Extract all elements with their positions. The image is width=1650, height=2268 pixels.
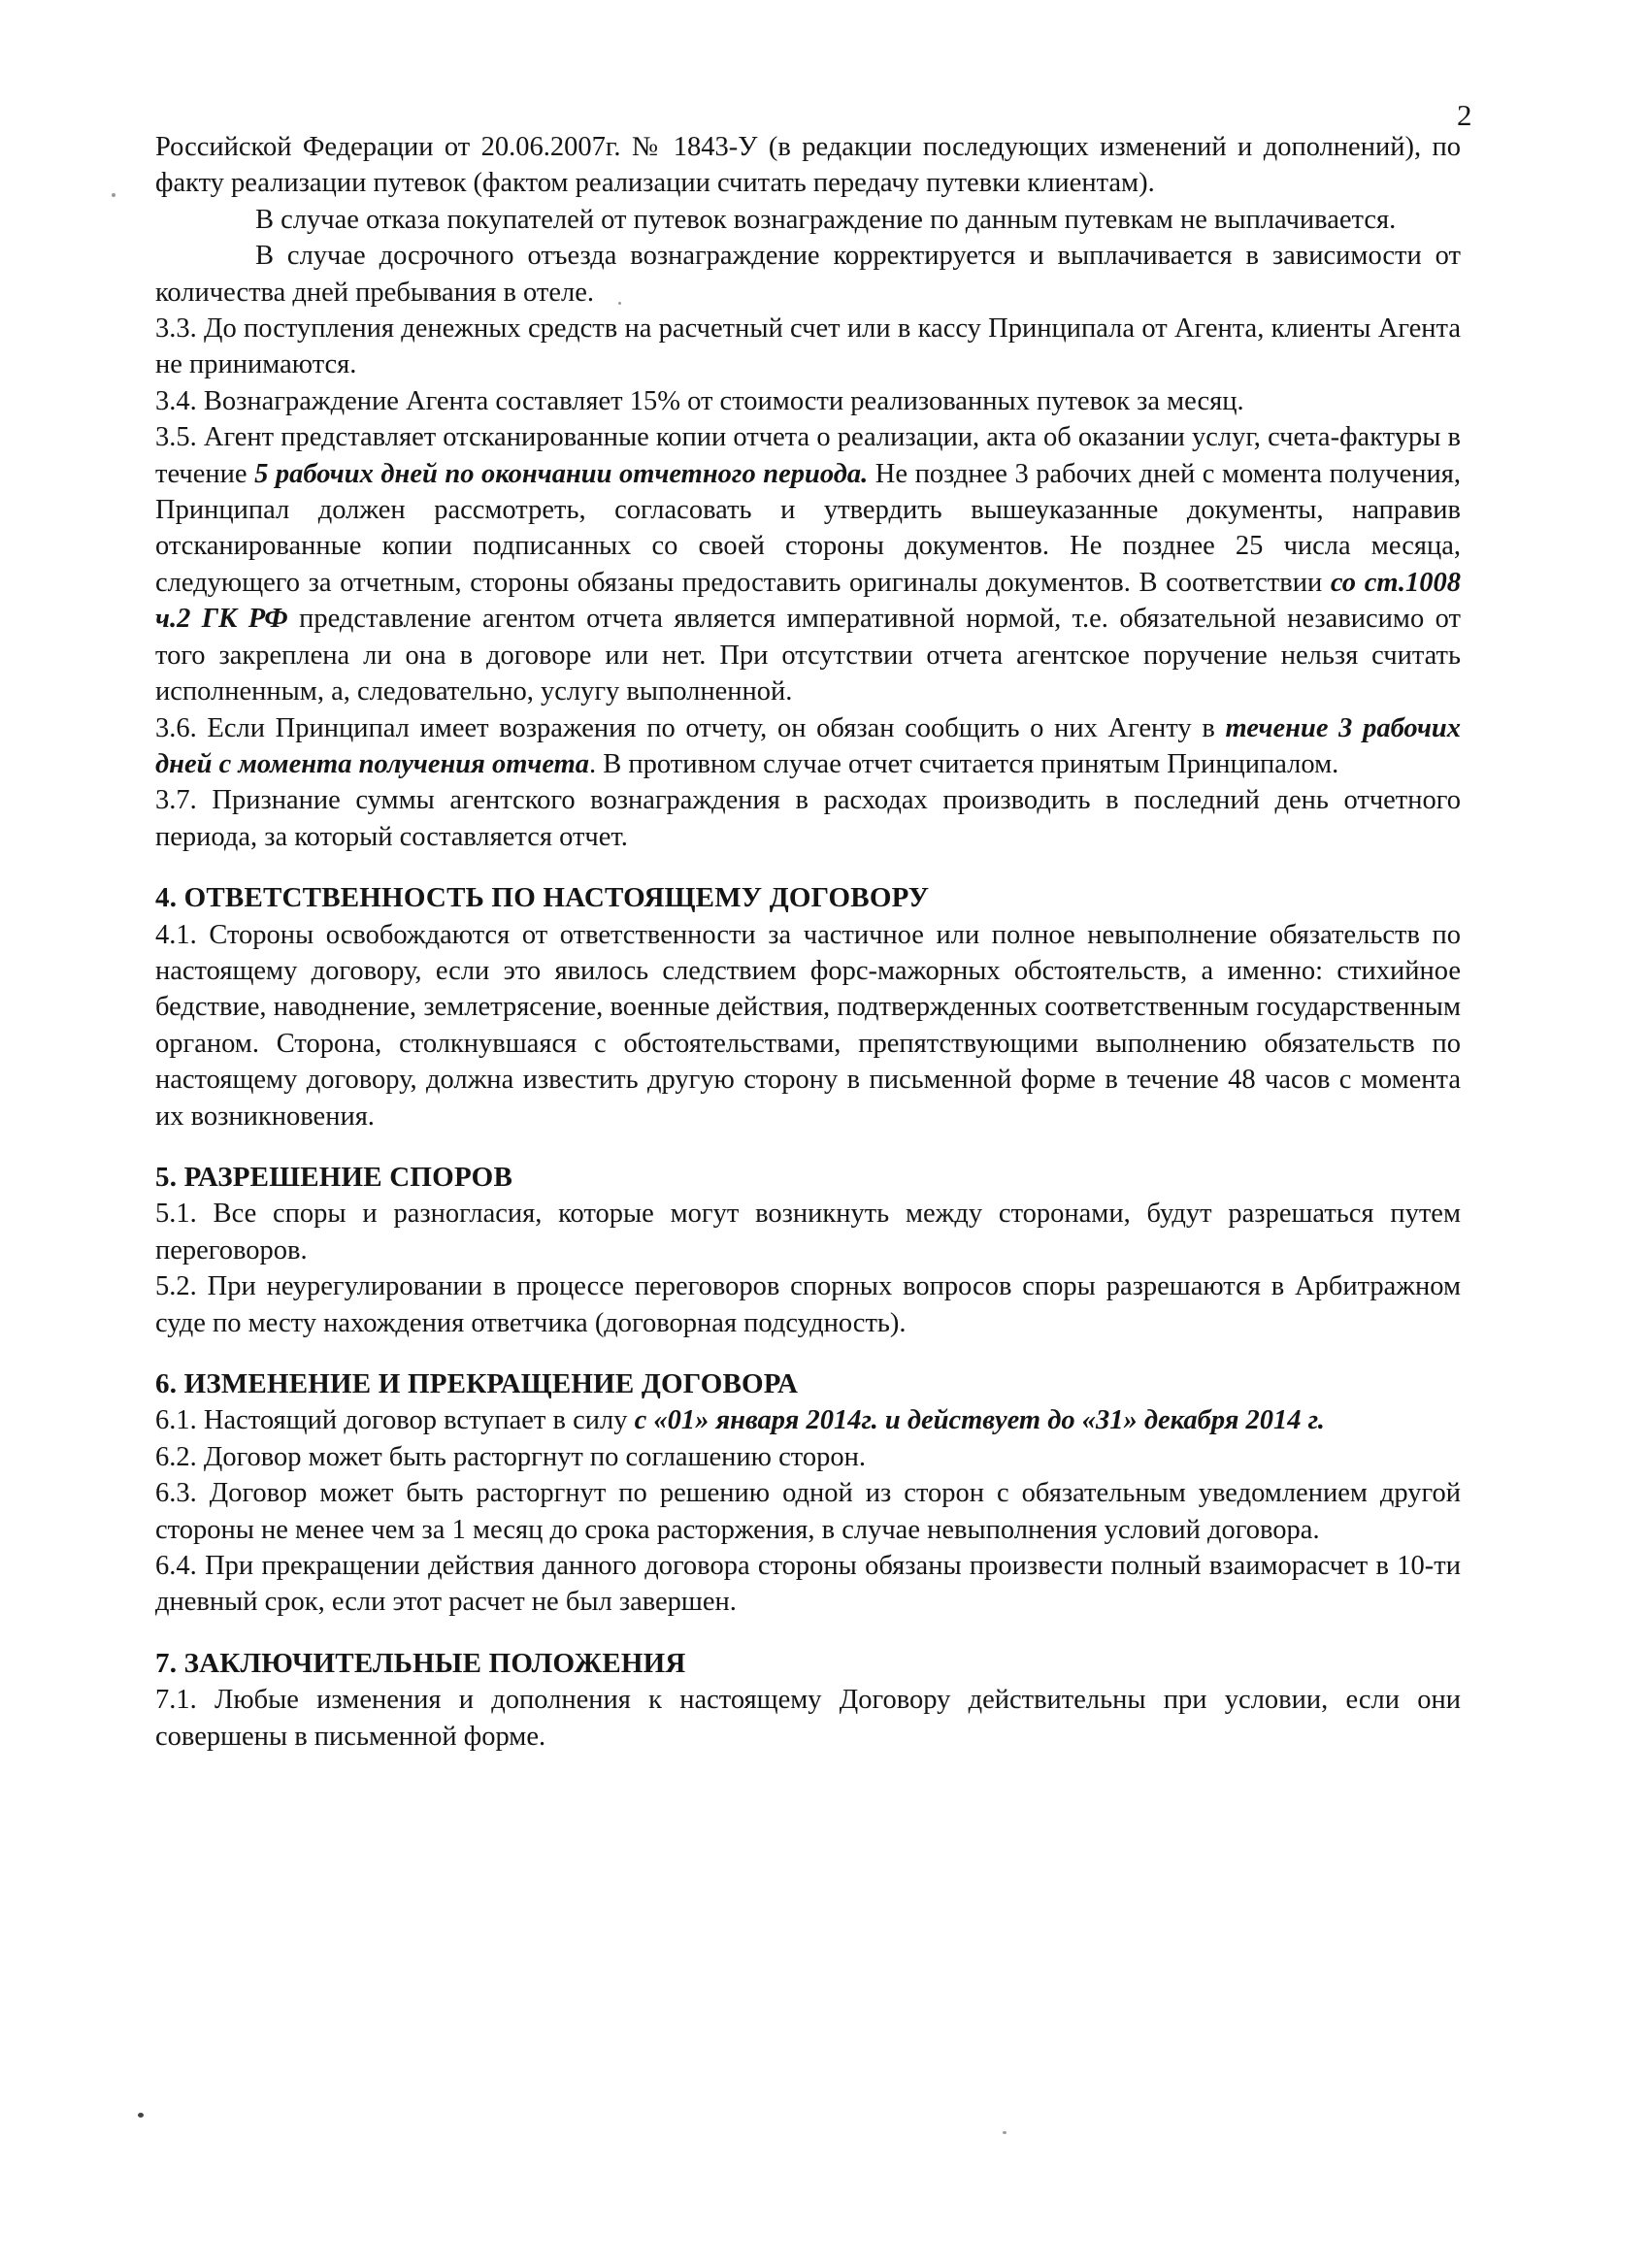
scan-speck (138, 2113, 144, 2118)
section-4-heading: 4. ОТВЕТСТВЕННОСТЬ ПО НАСТОЯЩЕМУ ДОГОВОРУ (155, 882, 930, 914)
text-run: 6.4. При прекращении действия данного договора стороны обязаны произвести полный взаиморасчет в 10-ти дневный срок, если этот расчет не был завершен. (155, 1551, 1461, 1618)
text-run: 3.5. Агент представляет отсканированные копии отчета о реализации, акта об оказании услуг, счета-фактуры в течение (155, 422, 1461, 489)
text-run: 3.7. Признание суммы агентского вознаграждения в расходах производить в последний день отчетного периода, за который составляется отчет. (155, 785, 1461, 852)
text-run: Не позднее 3 рабочих дней с момента получения, Принципал должен рассмотреть, согласовать и утвердить вышеуказанные документы, направив отсканированные копии подписанных со своей стороны документов. Не позднее 25 числа месяца, следующего за отчетным, стороны обязаны предоставить оригиналы документов. В соответствии (155, 458, 1461, 598)
clause-3-4 (155, 383, 1461, 419)
section-6-heading: 6. ИЗМЕНЕНИЕ И ПРЕКРАЩЕНИЕ ДОГОВОРА (155, 1368, 799, 1399)
text-run: 5.2. При неурегулировании в процессе переговоров спорных вопросов споры разрешаются в Арбитражном суде по месту нахождения ответчика (договорная подсудность). (155, 1271, 1461, 1338)
scan-speck (618, 302, 621, 305)
emphasized-text: с «01» января 2014г. и действует до «31» декабря 2014 г. (634, 1405, 1325, 1436)
text-run: представление агентом отчета является императивной нормой, т.е. обязательной независимо от того закреплена ли она в договоре или нет. При отсутствии отчета агентское поручение нельзя считать исполненным, а, следовательно, услугу выполненной. (155, 604, 1461, 707)
emphasized-text: 5 рабочих дней по окончании отчетного периода. (254, 458, 869, 489)
text-run: 6.1. Настоящий договор вступает в силу (155, 1405, 635, 1436)
clause-7-1 (155, 1682, 1461, 1755)
section-7-heading: 7. ЗАКЛЮЧИТЕЛЬНЫЕ ПОЛОЖЕНИЯ (155, 1647, 686, 1679)
text-run: 3.3. До поступления денежных средств на расчетный счет или в кассу Принципала от Агента, клиенты Агента не принимаются. (155, 313, 1461, 380)
clause-3-6 (155, 710, 1461, 783)
section-5-heading: 5. РАЗРЕШЕНИЕ СПОРОВ (155, 1161, 512, 1193)
document-body (155, 129, 1461, 1755)
text-run: В случае досрочного отъезда вознаграждение корректируется и выплачивается в зависимости от количества дней пребывания в отеле. (155, 241, 1461, 308)
clause-6-2 (155, 1439, 1461, 1475)
clause-5-2 (155, 1268, 1461, 1341)
text-run: В случае отказа покупателей от путевок вознаграждение по данным путевкам не выплачивается. (255, 204, 1397, 235)
clause-3-7 (155, 782, 1461, 855)
scan-speck (112, 193, 116, 197)
text-run: 3.4. Вознаграждение Агента составляет 15% от стоимости реализованных путевок за месяц. (155, 385, 1244, 416)
clause-5-1 (155, 1196, 1461, 1268)
text-run: 5.1. Все споры и разногласия, которые могут возникнуть между сторонами, будут разрешаться путем переговоров. (155, 1199, 1461, 1265)
text-run: 7.1. Любые изменения и дополнения к настоящему Договору действительны при условии, если они совершены в письменной форме. (155, 1685, 1461, 1752)
paragraph-bank-regulation (155, 129, 1461, 202)
text-run: 6.3. Договор может быть расторгнут по решению одной из сторон с обязательным уведомлением другой стороны не менее чем за 1 месяц до срока расторжения, в случае невыполнения условий договора. (155, 1478, 1461, 1545)
paragraph-early-departure (155, 238, 1461, 311)
emphasized-text: течение 3 рабочих дней с момента получения отчета (155, 712, 1462, 779)
text-run: Российской Федерации от 20.06.2007г. № 1843-У (в редакции последующих изменений и дополнений), по факту реализации путевок (фактом реализации считать передачу путевки клиентам). (155, 132, 1461, 199)
clause-6-4 (155, 1548, 1461, 1621)
clause-6-1 (155, 1402, 1461, 1438)
text-run: 6.2. Договор может быть расторгнут по соглашению сторон. (155, 1441, 866, 1472)
clause-3-3 (155, 311, 1461, 383)
scan-speck (1003, 2131, 1006, 2134)
page-number: 2 (1457, 98, 1472, 132)
paragraph-refusal (155, 202, 1461, 238)
clause-6-3 (155, 1475, 1461, 1548)
text-run: 3.6. Если Принципал имеет возражения по отчету, он обязан сообщить о них Агенту в (155, 712, 1226, 743)
emphasized-text: со ст.1008 ч.2 ГК РФ (155, 567, 1461, 635)
text-run: 4.1. Стороны освобождаются от ответственности за частичное или полное невыполнение обязательств по настоящему договору, если это явилось следствием форс-мажорных обстоятельств, а именно: стихийное бедствие, наводнение, землетрясение, военные действия, подтвержденных соответственным государственным органом. Сторона, столкнувшаяся с обстоятельствами, препятствующими выполнению обязательств по настоящему договору, должна известить другую сторону в письменной форме в течение 48 часов с момента их возникновения. (155, 919, 1461, 1132)
text-run: . В противном случае отчет считается принятым Принципалом. (589, 748, 1339, 779)
clause-3-5 (155, 419, 1461, 709)
clause-4-1 (155, 917, 1461, 1134)
